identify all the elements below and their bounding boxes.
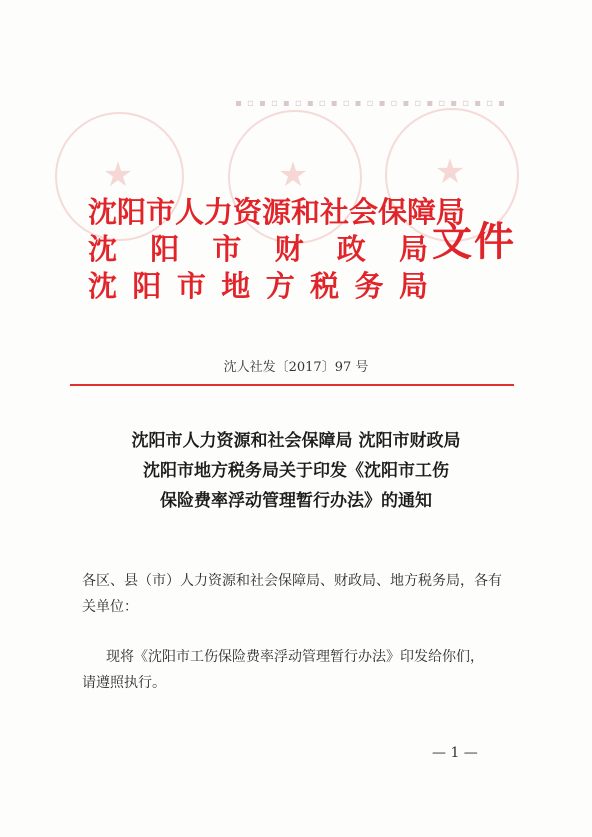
- addressee-block: [82, 568, 522, 620]
- title-line-3: 保险费率浮动管理暂行办法》的通知: [160, 491, 432, 511]
- seal-star-icon: ★: [277, 155, 309, 195]
- document-type-label: 文件: [432, 218, 516, 265]
- issuer-char: 市: [212, 232, 242, 266]
- body-line-2: 请遵照执行。: [82, 675, 166, 691]
- issuer-char: 阳: [150, 232, 180, 266]
- issuer-char: 沈: [88, 269, 118, 303]
- body-paragraph: [82, 644, 546, 696]
- addressee-line-1: 各区、县（市）人力资源和社会保障局、财政局、地方税务局，各有: [82, 573, 502, 589]
- issuer-char: 政: [336, 232, 366, 266]
- issuing-agencies: [88, 194, 466, 305]
- title-line-1: 沈阳市人力资源和社会保障局 沈阳市财政局: [131, 431, 461, 451]
- issuer-char: 局: [398, 269, 428, 303]
- seal-star-icon: ★: [102, 155, 134, 195]
- issuer-char: 务: [354, 269, 384, 303]
- page-number: — 1 —: [432, 745, 478, 761]
- bleed-through-text: ▪ ▫ ▪ ▫ ▪ ▫ ▪ ▫ ▪ ▫ ▪ ▫ ▪ ▫ ▪ ▫ ▪ ▫ ▪ ▫ ▪ ▫ ▪: [234, 98, 505, 109]
- issuer-char: 沈: [88, 232, 118, 266]
- issuer-char: 税: [310, 269, 340, 303]
- document-title: [60, 426, 532, 516]
- title-line-2: 沈阳市地方税务局关于印发《沈阳市工伤: [143, 461, 449, 481]
- issuer-char: 阳: [132, 269, 162, 303]
- addressee-line-2: 关单位：: [82, 599, 138, 615]
- issuer-line-2: [88, 231, 428, 268]
- document-number: 沈人社发〔2017〕97 号: [223, 360, 369, 375]
- issuer-line-1: 沈阳市人力资源和社会保障局: [88, 195, 466, 229]
- seal-star-icon: ★: [434, 152, 466, 192]
- red-divider: [70, 384, 514, 386]
- issuer-char: 地: [221, 269, 251, 303]
- issuer-char: 局: [398, 232, 428, 266]
- issuer-char: 方: [265, 269, 295, 303]
- issuer-line-3: [88, 268, 428, 305]
- issuer-char: 市: [176, 269, 206, 303]
- body-line-1: 现将《沈阳市工伤保险费率浮动管理暂行办法》印发给你们，: [106, 649, 484, 665]
- issuer-char: 财: [274, 232, 304, 266]
